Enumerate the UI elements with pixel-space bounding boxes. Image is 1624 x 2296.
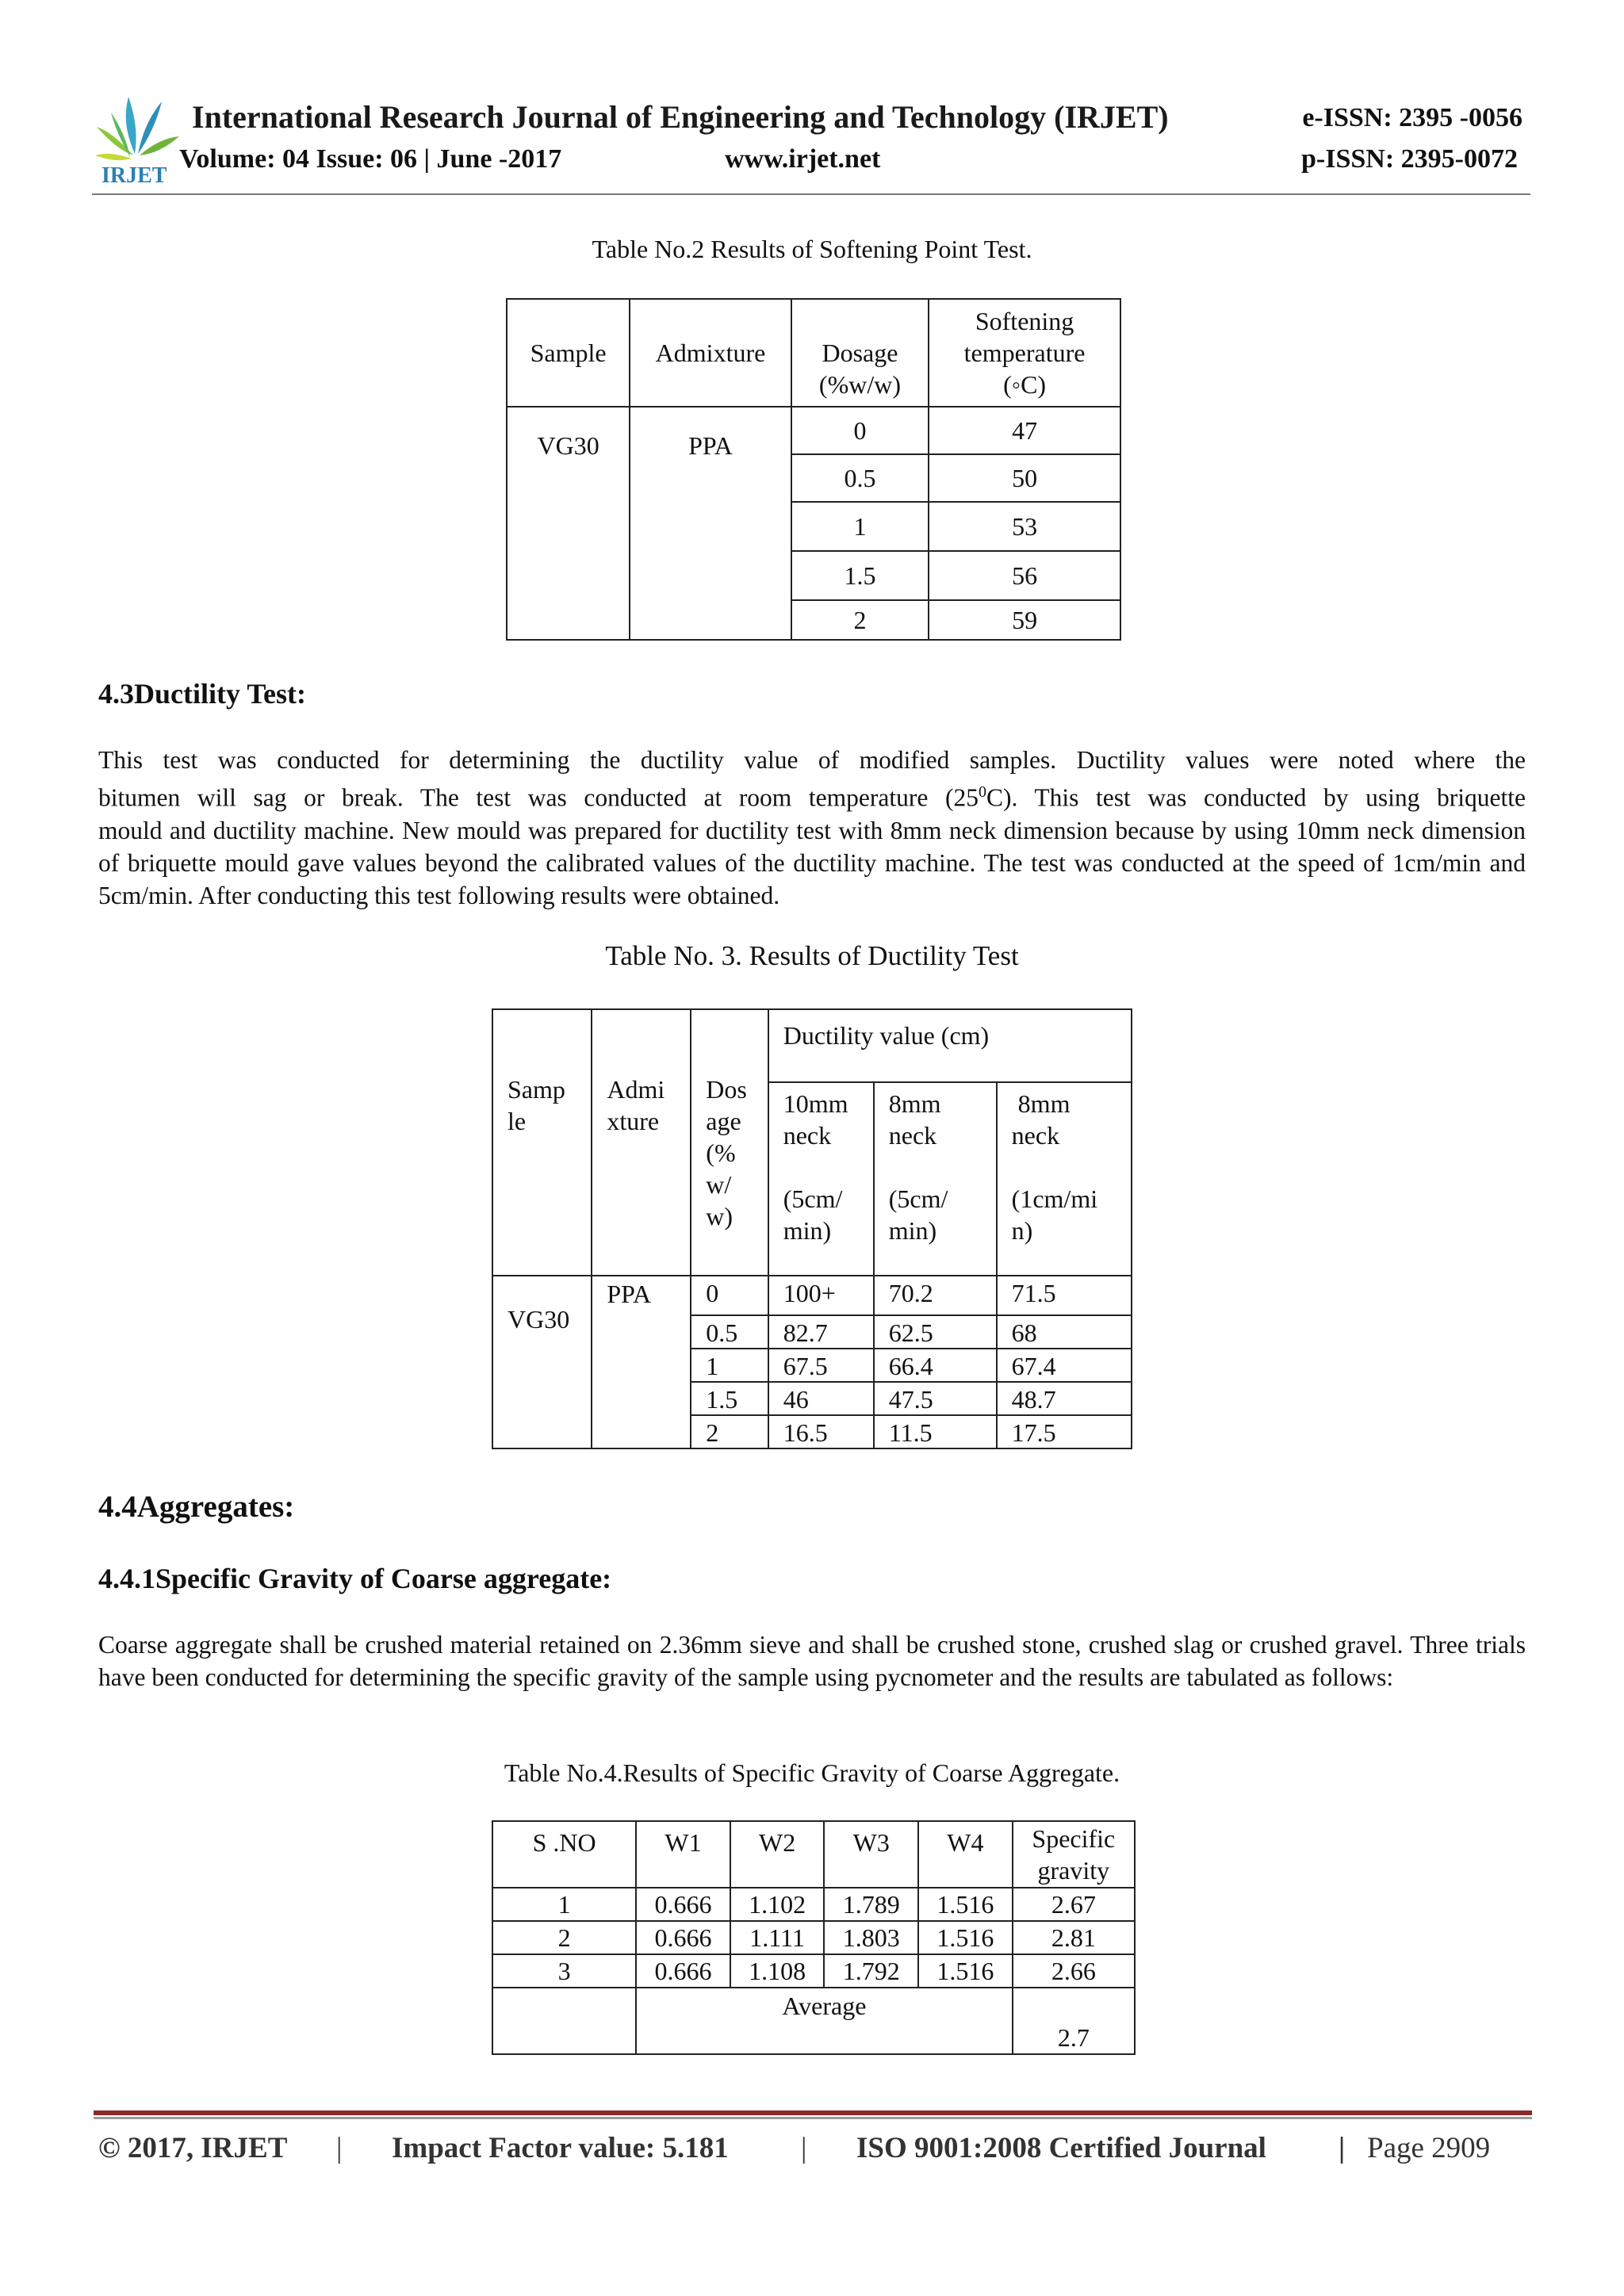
table3-header-dosage: Dos age (% w/ w) bbox=[691, 1009, 768, 1276]
table2-header-dosage: Dosage (%w/w) bbox=[791, 299, 929, 407]
table2-header-admixture: Admixture bbox=[630, 299, 791, 407]
footer-iso: ISO 9001:2008 Certified Journal bbox=[856, 2132, 1266, 2164]
table4-sno: 2 bbox=[492, 1921, 636, 1954]
table3-sample-cell: VG30 bbox=[492, 1276, 592, 1448]
para-text: bitumen will sag or break. The test was conducted at room temperature (25 bbox=[98, 783, 979, 812]
para-line bbox=[98, 776, 1526, 814]
table4-header-w2: W2 bbox=[730, 1821, 825, 1888]
table3-value: 70.2 bbox=[874, 1276, 997, 1315]
section-4-4-1-paragraph: Coarse aggregate shall be crushed material retained on 2.36mm sieve and shall be crushed stone, crushed slag or crushed gravel. Three trials have been conducted for determining the specific gravity of the sample using pycnometer and the results are tabulated as follows: bbox=[98, 1631, 1526, 1691]
superscript-degree: 0 bbox=[978, 783, 986, 801]
table3-caption: Table No. 3. Results of Ductility Test bbox=[605, 940, 1019, 971]
table3-value: 47.5 bbox=[874, 1382, 997, 1415]
table2-dosage: 1 bbox=[791, 502, 929, 551]
table2-dosage: 1.5 bbox=[791, 551, 929, 600]
table3-header-10mm-5cm: 10mm neck (5cm/ min) bbox=[768, 1082, 874, 1276]
table3-dosage: 0.5 bbox=[691, 1315, 768, 1349]
table3-dosage: 0 bbox=[691, 1276, 768, 1315]
table4-header-specific-gravity: Specific gravity bbox=[1013, 1821, 1135, 1888]
table4-average-value: 2.7 bbox=[1013, 1988, 1135, 2054]
table4-w4: 1.516 bbox=[918, 1921, 1013, 1954]
footer-separator: | bbox=[1339, 2132, 1346, 2164]
table4-sno: 3 bbox=[492, 1954, 636, 1988]
para-rest: mould and ductility machine. New mould was prepared for ductility test with 8mm neck dimension because by using 10mm neck dimension of briquette mould gave values beyond the calibrated values of the ductility machine. The test was conducted at the speed of 1cm/min and 5cm/min. After conducting this test following results were obtained. bbox=[98, 816, 1526, 909]
table3-value: 100+ bbox=[768, 1276, 874, 1315]
table2-dosage: 2 bbox=[791, 600, 929, 640]
footer-separator: | bbox=[801, 2132, 807, 2164]
table2-temp: 59 bbox=[929, 600, 1120, 640]
section-4-4-1-heading: 4.4.1Specific Gravity of Coarse aggregate: bbox=[98, 1563, 612, 1594]
table4-header-w4: W4 bbox=[918, 1821, 1013, 1888]
section-4-3-paragraph bbox=[98, 744, 1526, 912]
table3-value: 82.7 bbox=[768, 1315, 874, 1349]
table2-caption: Table No.2 Results of Softening Point Test. bbox=[592, 235, 1032, 263]
table4-w2: 1.108 bbox=[730, 1954, 825, 1988]
table4 bbox=[492, 1820, 1136, 2055]
table3-value: 46 bbox=[768, 1382, 874, 1415]
table4-w1: 0.666 bbox=[636, 1954, 730, 1988]
volume-info: Volume: 04 Issue: 06 | June -2017 bbox=[179, 144, 562, 174]
table3-value: 67.5 bbox=[768, 1349, 874, 1382]
table4-caption: Table No.4.Results of Specific Gravity of Coarse Aggregate. bbox=[504, 1758, 1120, 1787]
table4-average-empty bbox=[492, 1988, 636, 2054]
table4-w3: 1.792 bbox=[824, 1954, 918, 1988]
table3-value: 16.5 bbox=[768, 1415, 874, 1448]
table4-sg: 2.66 bbox=[1013, 1954, 1135, 1988]
table2-admixture-cell: PPA bbox=[630, 407, 791, 640]
table4-w4: 1.516 bbox=[918, 1954, 1013, 1988]
table4-sno: 1 bbox=[492, 1888, 636, 1921]
table4-w3: 1.789 bbox=[824, 1888, 918, 1921]
table2-temp: 53 bbox=[929, 502, 1120, 551]
table4-w4: 1.516 bbox=[918, 1888, 1013, 1921]
table3-header-admixture: Admi xture bbox=[592, 1009, 691, 1276]
table3-value: 48.7 bbox=[997, 1382, 1132, 1415]
table3-header-sample: Samp le bbox=[492, 1009, 592, 1276]
footer-rule-thin bbox=[94, 2117, 1532, 2119]
para-text: C). This test was conducted by using briquette bbox=[986, 783, 1526, 812]
table4-header-w3: W3 bbox=[824, 1821, 918, 1888]
table3-dosage: 2 bbox=[691, 1415, 768, 1448]
para-line: This test was conducted for determining the ductility value of modified samples. Ductility values were noted where the bbox=[98, 746, 1526, 774]
table4-w2: 1.102 bbox=[730, 1888, 825, 1921]
table4-sg: 2.67 bbox=[1013, 1888, 1135, 1921]
table3-header-8mm-5cm: 8mm neck (5cm/ min) bbox=[874, 1082, 997, 1276]
table3 bbox=[492, 1008, 1132, 1449]
table4-sg: 2.81 bbox=[1013, 1921, 1135, 1954]
table4-w1: 0.666 bbox=[636, 1921, 730, 1954]
journal-title: International Research Journal of Engineering and Technology (IRJET) bbox=[192, 99, 1169, 135]
table2-dosage: 0.5 bbox=[791, 454, 929, 502]
footer-copyright: © 2017, IRJET bbox=[98, 2132, 288, 2164]
table3-header-8mm-1cm: 8mm neck (1cm/mi n) bbox=[997, 1082, 1132, 1276]
table3-value: 71.5 bbox=[997, 1276, 1132, 1315]
table3-value: 66.4 bbox=[874, 1349, 997, 1382]
logo-text: IRJET bbox=[102, 163, 167, 188]
pissn: p-ISSN: 2395-0072 bbox=[1301, 144, 1518, 174]
table2-header-sample: Sample bbox=[507, 299, 630, 407]
table3-dosage: 1 bbox=[691, 1349, 768, 1382]
footer-impact-factor: Impact Factor value: 5.181 bbox=[392, 2132, 729, 2164]
table3-header-ductility: Ductility value (cm) bbox=[768, 1009, 1132, 1082]
table3-value: 62.5 bbox=[874, 1315, 997, 1349]
table2-sample-cell: VG30 bbox=[507, 407, 630, 640]
section-4-4-heading: 4.4Aggregates: bbox=[98, 1490, 295, 1524]
table3-dosage: 1.5 bbox=[691, 1382, 768, 1415]
footer-page-number: Page 2909 bbox=[1367, 2132, 1491, 2164]
table3-admixture-cell: PPA bbox=[592, 1276, 691, 1448]
footer-separator: | bbox=[336, 2132, 343, 2164]
table2-temp: 50 bbox=[929, 454, 1120, 502]
table2 bbox=[506, 298, 1121, 641]
table3-value: 67.4 bbox=[997, 1349, 1132, 1382]
table2-dosage: 0 bbox=[791, 407, 929, 454]
table3-value: 17.5 bbox=[997, 1415, 1132, 1448]
footer-rule bbox=[94, 2110, 1532, 2115]
table2-header-softening: Softening temperature (◦C) bbox=[929, 299, 1120, 407]
table4-header-sno: S .NO bbox=[492, 1821, 636, 1888]
table4-w3: 1.803 bbox=[824, 1921, 918, 1954]
table3-value: 68 bbox=[997, 1315, 1132, 1349]
table2-temp: 56 bbox=[929, 551, 1120, 600]
table4-w2: 1.111 bbox=[730, 1921, 825, 1954]
eissn: e-ISSN: 2395 -0056 bbox=[1302, 103, 1522, 132]
section-4-3-heading: 4.3Ductility Test: bbox=[98, 678, 307, 710]
irjet-logo bbox=[94, 92, 181, 190]
table2-temp: 47 bbox=[929, 407, 1120, 454]
table3-value: 11.5 bbox=[874, 1415, 997, 1448]
table4-w1: 0.666 bbox=[636, 1888, 730, 1921]
journal-website[interactable]: www.irjet.net bbox=[725, 144, 881, 174]
header-rule bbox=[92, 193, 1530, 195]
table4-average-label: Average bbox=[636, 1988, 1013, 2054]
table4-header-w1: W1 bbox=[636, 1821, 730, 1888]
